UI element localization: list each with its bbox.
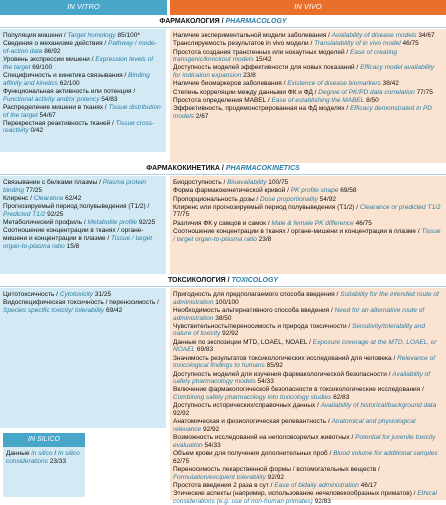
item-en: Need for an alternative route of administration — [173, 306, 425, 322]
item-en: Male & female PK difference — [271, 219, 354, 227]
item-ru: Включение фармакологической безопасности в токсикологические исследования / — [173, 386, 424, 394]
item-en: PK profile shape — [290, 187, 339, 195]
list-item — [173, 418, 443, 433]
list-item — [3, 40, 163, 55]
item-en: Pathway / mode-of-action data — [3, 40, 157, 55]
item-en: Tissue / target organ-to-plasma ratio — [3, 234, 153, 250]
toxicology-in-vivo-list — [170, 288, 446, 505]
item-score: 92/92 — [201, 425, 220, 433]
item-ru: Эффективность, продемонстрированная на ФД моделях / — [173, 105, 350, 113]
pharmacology-section-title — [0, 18, 446, 28]
list-item — [3, 179, 163, 194]
list-item — [3, 291, 163, 299]
item-score: 77/75 — [173, 211, 190, 219]
list-item — [173, 402, 443, 417]
list-item — [3, 32, 163, 40]
item-en: Clearance — [33, 194, 64, 202]
item-ru: Наличие экспериментальной модели заболевания / — [173, 32, 332, 39]
item-ru: Степень корреляции между данными ФК и ФД / — [173, 88, 319, 96]
pharmacology-in-vitro-list — [0, 29, 166, 152]
list-item — [173, 355, 443, 370]
item-en: Anatomical and physiological relevance — [173, 418, 416, 433]
item-en: Formulation/excipient tolerability — [173, 473, 266, 481]
item-ru: Объем крови для получения дополнительных проб / — [173, 450, 334, 458]
list-item — [173, 89, 443, 97]
list-item — [173, 196, 443, 204]
item-score: 8/50 — [364, 96, 379, 104]
item-score: 38/42 — [380, 80, 399, 88]
item-ru: Форма фармакокинетической кривой / — [173, 187, 291, 195]
item-ru: Пригодность для предполагаемого способа введения / — [173, 291, 341, 298]
list-item — [3, 195, 163, 203]
item-en: Predicted T1/2 — [3, 210, 46, 218]
item-en: Ethical considerations (e.g. use of non-human primates) — [173, 490, 437, 505]
item-en: Availability of historical/background data — [320, 402, 437, 410]
item-ru: Транслируемость результатов in vivo модели / — [173, 40, 315, 48]
in-vitro-header — [0, 0, 167, 15]
item-ru: Этические аспекты (например, использование нечеловекообразных приматов) / — [173, 490, 418, 498]
list-item — [3, 104, 163, 119]
item-en: Metabolite profile — [87, 219, 138, 227]
in-silico-header — [3, 433, 85, 447]
item-ru: Клиренс или прогнозируемый период полувыведения (T1/2) / — [173, 203, 360, 211]
item-score: 85/92 — [264, 362, 283, 370]
item-score: 92/92 — [173, 410, 190, 417]
item-ru: Доступность моделей для изучения фармакологической безопасности / — [173, 370, 393, 378]
pharmacokinetics-in-vivo-list — [170, 176, 446, 274]
list-item — [173, 187, 443, 195]
section-title-ru: ФАРМАКОКИНЕТИКА / — [146, 165, 226, 172]
item-en: Clearance or predicted T1/2 — [359, 203, 441, 211]
item-ru: Возможность исследований на неполовозрелых животных / — [173, 434, 356, 442]
item-score: 46/75 — [400, 40, 419, 48]
item-score: 54/33 — [255, 378, 274, 386]
item-score: 92/83 — [312, 497, 331, 505]
in-silico-list — [3, 447, 85, 497]
item-ru: Простота определения MABEL / — [173, 96, 272, 104]
item-ru: Различия ФК у самцов и самок / — [173, 219, 272, 227]
toxicology-in-vitro-list — [0, 288, 166, 428]
item-en: Efficacy demonstrated in PD models — [173, 105, 432, 120]
list-item — [173, 307, 443, 322]
item-ru: Значимость результатов токсикологических исследований для человека / — [173, 354, 398, 362]
item-score: 15/8 — [64, 242, 80, 250]
list-item — [173, 434, 443, 449]
list-item — [173, 80, 443, 88]
list-item — [3, 299, 163, 314]
item-score: 92/92 — [265, 473, 284, 481]
item-ru: Клиренс / — [3, 194, 34, 202]
item-ru: Связывание с белками плазмы / — [3, 179, 103, 186]
item-ru: Прогнозируемый период полувыведения (T1/2) / — [3, 203, 150, 211]
item-score: 54/33 — [202, 441, 221, 449]
pharmacokinetics-in-vitro-list — [0, 176, 166, 274]
item-en: Availability of safety pharmacology models — [173, 370, 431, 386]
item-score: 38/50 — [213, 314, 232, 322]
item-score: 77/25 — [23, 186, 43, 194]
item-en: Plasma protein binding — [3, 179, 147, 194]
item-en: Ease of establishing the MABEL — [271, 96, 365, 104]
item-en: Efficacy model availability for indication expansion — [173, 64, 435, 80]
in-vitro-header-label: IN VITRO — [67, 2, 100, 12]
item-ru: Чувствительность/переносимость и природа токсичности / — [173, 322, 353, 330]
item-en: Expression levels of the target — [3, 56, 154, 71]
item-ru: Уровень экспрессии мишени / — [3, 56, 96, 64]
in-silico-header-label: IN SILICO — [28, 435, 60, 443]
item-score: 69/42 — [104, 306, 123, 314]
item-en: Relevance of toxicological findings to humans — [173, 354, 436, 370]
list-item — [3, 72, 163, 87]
item-en: In silico considerations — [6, 450, 80, 465]
list-item — [173, 371, 443, 386]
list-item — [3, 203, 163, 218]
item-ru: Доступность исторических/справочных данных / — [173, 402, 321, 410]
list-item — [3, 227, 163, 250]
item-score: 86/92 — [42, 47, 61, 55]
item-score: 54/92 — [317, 195, 336, 203]
item-score: 62/42 — [63, 194, 82, 202]
list-item — [173, 204, 443, 219]
item-ru: Видоспецифическая токсичность / переносимость / — [3, 299, 159, 307]
item-en: Tissue distribution of the target — [3, 103, 161, 119]
item-en: Tissue / target organ-to-plasma ratio — [173, 227, 441, 243]
list-item — [3, 56, 163, 71]
item-en: Cytotoxicity — [59, 291, 93, 298]
item-score: 23/8 — [241, 72, 256, 80]
item-score: 100/75 — [266, 179, 289, 186]
item-en: Target homology — [67, 32, 116, 39]
item-ru: Соотношение концентрации в тканях / органе-мишени и концентрации в плазме / — [173, 227, 422, 235]
list-item — [173, 220, 443, 228]
item-ru: Пропорциональность дозы / — [173, 195, 261, 203]
list-item — [173, 490, 443, 505]
item-ru: Простота введения 2 раза в сут / — [173, 481, 275, 489]
item-ru: Данные по экспозиции MTD, LOAEL, NOAEL / — [173, 338, 313, 346]
list-item — [173, 482, 443, 490]
item-score: 85/100* — [115, 32, 140, 39]
item-en: in silico — [31, 450, 53, 457]
item-en: Species specific toxicity/ tolerability — [3, 306, 105, 314]
list-item — [3, 120, 163, 135]
item-ru: Простота создания трансгенных или нокаутных моделей / — [173, 48, 351, 56]
item-score: 23/33 — [47, 457, 66, 465]
item-score: 92/25 — [137, 219, 156, 227]
item-score: 46/17 — [358, 481, 377, 489]
toxicology-section-title — [0, 277, 446, 287]
item-ru: Доступность моделей эффективности для новых показаний / — [173, 64, 361, 72]
item-score: 62/100 — [57, 79, 80, 87]
item-en: Suitability for the intended route of administration — [173, 291, 439, 306]
list-item — [173, 450, 443, 465]
item-en: Bioavailability — [227, 179, 267, 186]
item-score: 69/100 — [30, 63, 53, 71]
section-title-en: PHARMACOLOGY — [225, 18, 287, 25]
item-ru: Популяция мишени / — [3, 32, 68, 39]
item-separator: / — [52, 450, 59, 457]
item-ru: Функциональная активность или потенция / — [3, 87, 136, 95]
list-item — [173, 40, 443, 48]
item-score: 92/25 — [45, 210, 64, 218]
item-ru: Данные — [6, 450, 32, 457]
item-score: 31/25 — [93, 291, 112, 298]
item-ru: Соотношение концентрации в тканях / органе-мишени и концентрации в плазме / — [3, 227, 144, 242]
list-item — [173, 64, 443, 79]
item-en: Existence of disease biomarkers — [287, 80, 381, 88]
item-en: Binding affinity and kinetics — [3, 72, 150, 87]
list-item — [173, 466, 443, 481]
item-ru: Сведения о механизме действия / — [3, 40, 109, 48]
item-en: Tissue cross-reactivity — [3, 119, 155, 135]
item-ru: Необходимость альтернативного способа введения / — [173, 306, 335, 314]
section-title-en: TOXICOLOGY — [231, 277, 279, 284]
in-vivo-header — [170, 0, 446, 15]
item-ru: Метаболический профиль / — [3, 219, 88, 227]
item-en: Translatability of in vivo model — [314, 40, 401, 48]
item-ru: Биодоступность / — [173, 179, 228, 186]
item-score: 100/100 — [213, 298, 239, 306]
section-title-ru: ТОКСИКОЛОГИЯ / — [167, 277, 232, 284]
item-en: Exposure coverage at the MTD, LOAEL, or NOAEL — [173, 338, 437, 354]
item-ru: Цитотоксичность / — [3, 291, 60, 298]
item-score: 34/67 — [416, 32, 435, 39]
item-ru: Анатомическая и физиологическая релевантность / — [173, 418, 332, 426]
item-en: Potential for juvenile toxicity evaluation — [173, 434, 436, 449]
item-score: 69/83 — [195, 346, 214, 354]
list-item — [6, 450, 82, 465]
item-score: 62/75 — [173, 457, 190, 465]
item-score: 2/67 — [193, 112, 209, 120]
item-ru: Специфичность и кинетика связывания / — [3, 72, 129, 80]
item-ru: Перекрестная реактивность тканей / — [3, 119, 116, 127]
item-en: Ease of bidaily administration — [274, 481, 359, 489]
item-ru: Переносимость лекарственной формы / вспомогательных веществ / — [173, 465, 380, 473]
item-en: Availability of disease models — [331, 32, 417, 39]
pharmacology-in-vivo-list — [170, 29, 446, 163]
item-score: 77/75 — [414, 88, 433, 96]
item-en: Degree of PK/PD data correlation — [318, 88, 415, 96]
item-en: Blood volume for additional samples — [333, 450, 438, 458]
item-en: Dose proportionality — [260, 195, 318, 203]
in-vivo-header-label: IN VIVO — [294, 2, 322, 12]
item-score: 69/58 — [338, 187, 357, 195]
item-score: 46/75 — [353, 219, 372, 227]
item-score: 23/8 — [256, 235, 272, 243]
item-score: 92/92 — [220, 330, 239, 338]
item-ru: Распределение мишени в тканях / — [3, 103, 109, 111]
list-item — [173, 323, 443, 338]
list-item — [173, 97, 443, 105]
item-score: 15/42 — [253, 56, 272, 64]
list-item — [173, 179, 443, 187]
list-item — [173, 386, 443, 401]
item-en: Combining safety pharmacology into toxicology studies — [173, 394, 332, 402]
item-score: 62/83 — [331, 394, 350, 402]
item-score: 54/83 — [99, 95, 118, 103]
item-en: Sensitivity/tolerability and nature of toxicity — [173, 322, 426, 338]
item-en: Functional activity and/or potency — [3, 95, 100, 103]
list-item — [173, 291, 443, 306]
item-score: 54/67 — [37, 111, 56, 119]
list-item — [173, 228, 443, 243]
item-en: Ease of creating transgenic/knockout models — [173, 48, 398, 64]
item-ru: Наличие биомаркеров заболевания / — [173, 80, 288, 88]
pharmacokinetics-section-title — [0, 165, 446, 175]
list-item — [3, 219, 163, 227]
list-item — [173, 105, 443, 120]
item-score: 0/42 — [28, 127, 44, 135]
list-item — [173, 32, 443, 40]
list-item — [173, 339, 443, 354]
section-title-ru: ФАРМАКОЛОГИЯ / — [159, 18, 226, 25]
list-item — [173, 49, 443, 64]
list-item — [3, 88, 163, 103]
section-title-en: PHARMACOKINETICS — [225, 165, 300, 172]
